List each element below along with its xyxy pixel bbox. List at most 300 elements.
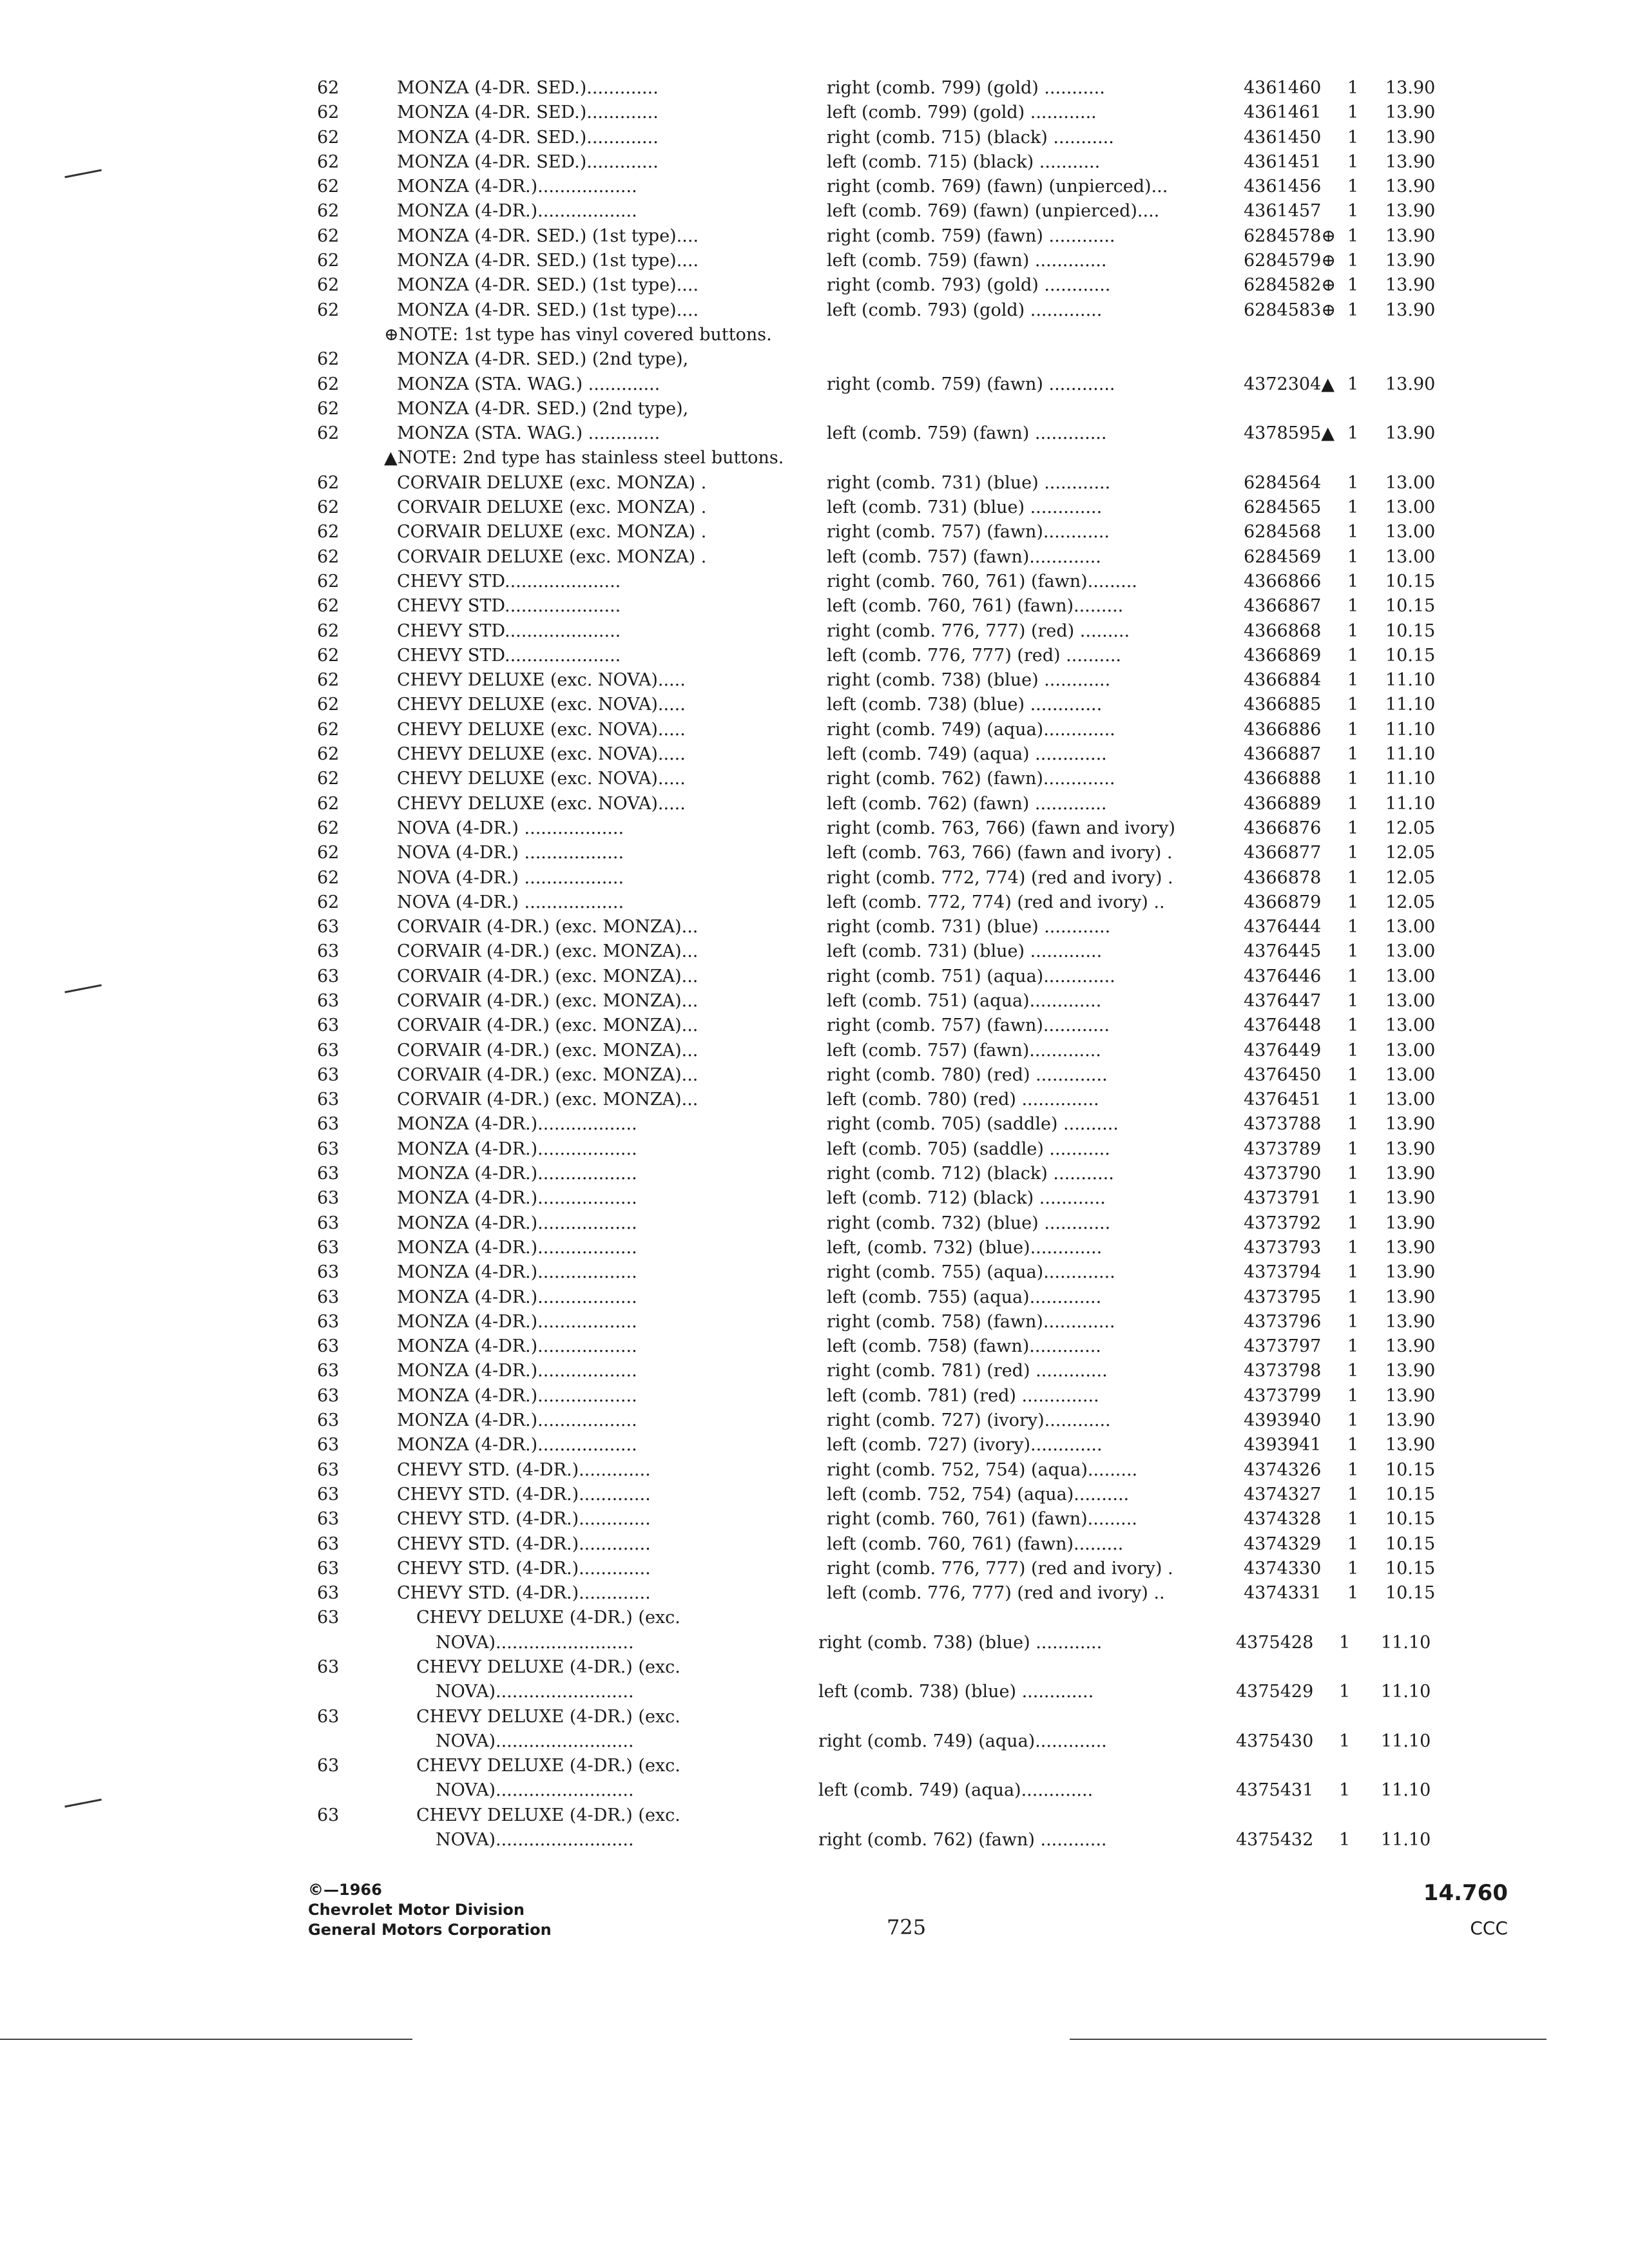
- year-cell: 62: [317, 522, 340, 543]
- quantity-cell: 1: [1347, 1385, 1359, 1406]
- quantity-cell: 1: [1339, 1731, 1351, 1751]
- table-row: [0, 1507, 1629, 1532]
- copyright: ©—1966: [308, 1881, 382, 1899]
- bottom-rule-left: [0, 2039, 412, 2040]
- model-cell: NOVA).........................: [436, 1780, 634, 1801]
- part-number-cell: 4375429: [1236, 1682, 1314, 1702]
- table-row: [0, 1088, 1629, 1112]
- year-cell: 63: [317, 1484, 340, 1504]
- model-cell: CHEVY DELUXE (4-DR.) (exc.: [416, 1756, 680, 1776]
- part-number-cell: 4366878: [1244, 867, 1322, 888]
- description-cell: right (comb. 738) (blue) ............: [818, 1632, 1103, 1653]
- model-cell: MONZA (4-DR.)..................: [397, 1336, 637, 1357]
- year-cell: 62: [317, 374, 340, 394]
- year-cell: 62: [317, 151, 340, 172]
- quantity-cell: 1: [1347, 78, 1359, 98]
- description-cell: right (comb. 731) (blue) ............: [827, 917, 1111, 937]
- quantity-cell: 1: [1339, 1632, 1351, 1653]
- table-row: [0, 1260, 1629, 1285]
- description-cell: left (comb. 772, 774) (red and ivory) ..: [827, 892, 1165, 912]
- description-cell: left (comb. 763, 766) (fawn and ivory) .: [827, 843, 1173, 863]
- part-number-cell: 4374331: [1244, 1583, 1322, 1604]
- year-cell: 62: [317, 251, 340, 271]
- quantity-cell: 1: [1347, 695, 1359, 715]
- description-cell: left (comb. 799) (gold) ............: [827, 102, 1097, 123]
- part-number-cell: 4373789: [1244, 1139, 1322, 1159]
- model-cell: CORVAIR DELUXE (exc. MONZA) .: [397, 472, 707, 493]
- table-row: [0, 742, 1629, 767]
- table-row: [0, 175, 1629, 199]
- part-number-cell: 6284569: [1244, 546, 1322, 567]
- model-cell: CORVAIR (4-DR.) (exc. MONZA)...: [397, 990, 699, 1011]
- model-cell: MONZA (4-DR.)..................: [397, 1114, 637, 1135]
- price-cell: 12.05: [1385, 867, 1436, 888]
- model-cell: CHEVY STD. (4-DR.).............: [397, 1484, 651, 1504]
- table-row: [0, 965, 1629, 989]
- quantity-cell: 1: [1347, 226, 1359, 246]
- table-row-continuation: [0, 1828, 1629, 1852]
- quantity-cell: 1: [1347, 1188, 1359, 1209]
- description-cell: left (comb. 762) (fawn) .............: [827, 793, 1107, 814]
- description-cell: left (comb. 749) (aqua) .............: [827, 744, 1107, 765]
- table-row: [0, 1754, 1629, 1778]
- price-cell: 11.10: [1381, 1780, 1431, 1801]
- table-row: [0, 866, 1629, 890]
- price-cell: 13.00: [1385, 990, 1436, 1011]
- part-number-cell: 4366884: [1244, 670, 1322, 691]
- part-number-cell: 4366885: [1244, 695, 1322, 715]
- description-cell: left (comb. 731) (blue) .............: [827, 497, 1103, 518]
- part-number-cell: 6284583⊕: [1244, 300, 1336, 320]
- model-cell: MONZA (4-DR.)..................: [397, 1287, 637, 1307]
- model-cell: MONZA (4-DR. SED.).............: [397, 78, 659, 98]
- model-cell: MONZA (4-DR. SED.) (1st type)....: [397, 275, 699, 296]
- table-row: [0, 989, 1629, 1014]
- table-row: [0, 1655, 1629, 1680]
- model-cell: CHEVY DELUXE (exc. NOVA).....: [397, 769, 686, 789]
- table-row: [0, 249, 1629, 273]
- year-cell: 63: [317, 1608, 340, 1628]
- year-cell: 62: [317, 423, 340, 444]
- model-cell: MONZA (4-DR. SED.) (1st type)....: [397, 300, 699, 320]
- description-cell: right (comb. 705) (saddle) ..........: [827, 1114, 1119, 1135]
- model-cell: NOVA).........................: [436, 1632, 634, 1653]
- table-row: [0, 1014, 1629, 1038]
- description-cell: left (comb. 757) (fawn).............: [827, 1040, 1101, 1061]
- table-row: [0, 915, 1629, 939]
- year-cell: 63: [317, 941, 340, 962]
- description-cell: right (comb. 751) (aqua).............: [827, 966, 1115, 986]
- quantity-cell: 1: [1339, 1682, 1351, 1702]
- description-cell: right (comb. 757) (fawn)............: [827, 522, 1110, 543]
- year-cell: 62: [317, 867, 340, 888]
- quantity-cell: 1: [1347, 596, 1359, 617]
- year-cell: 62: [317, 645, 340, 666]
- model-cell: MONZA (4-DR.)..................: [397, 1237, 637, 1258]
- part-number-cell: 4373795: [1244, 1287, 1322, 1307]
- part-number-cell: 4376446: [1244, 966, 1322, 986]
- price-cell: 10.15: [1385, 645, 1436, 666]
- price-cell: 10.15: [1385, 1558, 1436, 1579]
- quantity-cell: 1: [1347, 546, 1359, 567]
- description-cell: left (comb. 769) (fawn) (unpierced)....: [827, 201, 1160, 222]
- part-number-cell: 6284578⊕: [1244, 226, 1336, 246]
- table-row: [0, 644, 1629, 668]
- table-row: [0, 1433, 1629, 1457]
- price-cell: 11.10: [1385, 793, 1436, 814]
- model-cell: NOVA (4-DR.) ..................: [397, 843, 624, 863]
- table-row: [0, 421, 1629, 446]
- model-cell: MONZA (4-DR. SED.) (1st type)....: [397, 226, 699, 246]
- model-cell: CORVAIR (4-DR.) (exc. MONZA)...: [397, 966, 699, 986]
- model-cell: MONZA (4-DR. SED.).............: [397, 151, 659, 172]
- description-cell: left (comb. 712) (black) ............: [827, 1188, 1106, 1209]
- part-number-cell: 4376450: [1244, 1064, 1322, 1085]
- part-number-cell: 4376449: [1244, 1040, 1322, 1061]
- table-row: [0, 150, 1629, 175]
- table-row: [0, 1408, 1629, 1433]
- description-cell: right (comb. 757) (fawn)............: [827, 1015, 1110, 1036]
- price-cell: 13.90: [1385, 1385, 1436, 1406]
- section-number: 14.760: [1423, 1880, 1508, 1906]
- year-cell: 63: [317, 1509, 340, 1530]
- quantity-cell: 1: [1347, 472, 1359, 493]
- part-number-cell: 4373793: [1244, 1237, 1322, 1258]
- quantity-cell: 1: [1347, 1435, 1359, 1456]
- year-cell: 62: [317, 102, 340, 123]
- price-cell: 13.00: [1385, 1040, 1436, 1061]
- part-number-cell: 4366886: [1244, 719, 1322, 740]
- price-cell: 13.00: [1385, 522, 1436, 543]
- price-cell: 11.10: [1385, 744, 1436, 765]
- model-cell: CORVAIR DELUXE (exc. MONZA) .: [397, 546, 707, 567]
- quantity-cell: 1: [1347, 1558, 1359, 1579]
- part-number-cell: 4373798: [1244, 1361, 1322, 1381]
- year-cell: 62: [317, 78, 340, 98]
- part-number-cell: 4361461: [1244, 102, 1322, 123]
- year-cell: 63: [317, 1756, 340, 1776]
- price-cell: 13.90: [1385, 201, 1436, 222]
- part-number-cell: 6284579⊕: [1244, 251, 1336, 271]
- description-cell: left (comb. 758) (fawn).............: [827, 1336, 1101, 1357]
- model-cell: MONZA (4-DR. SED.) (2nd type),: [397, 398, 689, 419]
- model-cell: NOVA (4-DR.) ..................: [397, 867, 624, 888]
- model-cell: NOVA (4-DR.) ..................: [397, 892, 624, 912]
- quantity-cell: 1: [1347, 645, 1359, 666]
- part-number-cell: 4376444: [1244, 917, 1322, 937]
- price-cell: 13.90: [1385, 374, 1436, 394]
- table-row-continuation: [0, 1680, 1629, 1704]
- price-cell: 13.90: [1385, 102, 1436, 123]
- model-cell: CORVAIR (4-DR.) (exc. MONZA)...: [397, 917, 699, 937]
- quantity-cell: 1: [1347, 990, 1359, 1011]
- model-cell: CORVAIR (4-DR.) (exc. MONZA)...: [397, 1090, 699, 1110]
- part-number-cell: 4393941: [1244, 1435, 1322, 1456]
- table-row: [0, 126, 1629, 150]
- table-row: [0, 471, 1629, 495]
- part-number-cell: 4372304▲: [1244, 374, 1335, 394]
- description-cell: left (comb. 727) (ivory).............: [827, 1435, 1103, 1456]
- part-number-cell: 4374326: [1244, 1459, 1322, 1480]
- table-row: [0, 273, 1629, 298]
- table-row: [0, 1211, 1629, 1236]
- quantity-cell: 1: [1339, 1780, 1351, 1801]
- quantity-cell: 1: [1347, 670, 1359, 691]
- description-cell: right (comb. 752, 754) (aqua).........: [827, 1459, 1138, 1480]
- quantity-cell: 1: [1347, 1484, 1359, 1504]
- table-row: [0, 693, 1629, 717]
- part-number-cell: 4361460: [1244, 78, 1322, 98]
- description-cell: right (comb. 749) (aqua).............: [827, 719, 1115, 740]
- model-cell: MONZA (4-DR.)..................: [397, 1139, 637, 1159]
- table-row: [0, 718, 1629, 742]
- model-cell: CHEVY STD.....................: [397, 620, 621, 641]
- year-cell: 63: [317, 1385, 340, 1406]
- model-cell: CHEVY STD. (4-DR.).............: [397, 1558, 651, 1579]
- quantity-cell: 1: [1347, 1040, 1359, 1061]
- description-cell: right (comb. 731) (blue) ............: [827, 472, 1111, 493]
- part-number-cell: 4373791: [1244, 1188, 1322, 1209]
- table-row: [0, 1137, 1629, 1162]
- price-cell: 13.90: [1385, 78, 1436, 98]
- description-cell: right (comb. 738) (blue) ............: [827, 670, 1111, 691]
- year-cell: 62: [317, 670, 340, 691]
- table-row: [0, 347, 1629, 372]
- description-cell: right (comb. 762) (fawn) ............: [818, 1830, 1107, 1850]
- description-cell: left (comb. 781) (red) ..............: [827, 1385, 1099, 1406]
- year-cell: 63: [317, 1459, 340, 1480]
- quantity-cell: 1: [1347, 1064, 1359, 1085]
- model-cell: CHEVY DELUXE (exc. NOVA).....: [397, 719, 686, 740]
- model-cell: NOVA).........................: [436, 1731, 634, 1751]
- quantity-cell: 1: [1347, 1114, 1359, 1135]
- price-cell: 10.15: [1385, 571, 1436, 591]
- part-number-cell: 4373794: [1244, 1262, 1322, 1283]
- table-row: [0, 1606, 1629, 1630]
- table-row: [0, 1557, 1629, 1581]
- price-cell: 13.00: [1385, 917, 1436, 937]
- quantity-cell: 1: [1347, 1509, 1359, 1530]
- division-name: Chevrolet Motor Division: [308, 1901, 525, 1919]
- quantity-cell: 1: [1347, 719, 1359, 740]
- price-cell: 13.00: [1385, 1015, 1436, 1036]
- price-cell: 13.90: [1385, 1188, 1436, 1209]
- price-cell: 11.10: [1381, 1731, 1431, 1751]
- part-number-cell: 4373796: [1244, 1311, 1322, 1332]
- year-cell: 62: [317, 275, 340, 296]
- description-cell: left (comb. 793) (gold) .............: [827, 300, 1103, 320]
- quantity-cell: 1: [1347, 1336, 1359, 1357]
- model-cell: CHEVY DELUXE (4-DR.) (exc.: [416, 1608, 680, 1628]
- price-cell: 13.90: [1385, 251, 1436, 271]
- part-number-cell: 4376448: [1244, 1015, 1322, 1036]
- part-number-cell: 6284582⊕: [1244, 275, 1336, 296]
- table-row: [0, 495, 1629, 520]
- description-cell: right (comb. 760, 761) (fawn).........: [827, 1509, 1137, 1530]
- description-cell: right (comb. 780) (red) .............: [827, 1064, 1108, 1085]
- publisher-block: [308, 1880, 552, 1940]
- model-cell: MONZA (4-DR.)..................: [397, 201, 637, 222]
- price-cell: 12.05: [1385, 818, 1436, 838]
- model-cell: CORVAIR (4-DR.) (exc. MONZA)...: [397, 1040, 699, 1061]
- table-row: [0, 1359, 1629, 1383]
- model-cell: MONZA (4-DR.)..................: [397, 1385, 637, 1406]
- model-cell: MONZA (4-DR.)..................: [397, 1410, 637, 1431]
- table-row: [0, 1112, 1629, 1137]
- quantity-cell: 1: [1347, 1164, 1359, 1184]
- quantity-cell: 1: [1347, 1459, 1359, 1480]
- table-row-continuation: [0, 1778, 1629, 1803]
- year-cell: 62: [317, 892, 340, 912]
- description-cell: right (comb. 758) (fawn).............: [827, 1311, 1115, 1332]
- quantity-cell: 1: [1347, 769, 1359, 789]
- description-cell: right (comb. 755) (aqua).............: [827, 1262, 1115, 1283]
- price-cell: 10.15: [1385, 1583, 1436, 1604]
- price-cell: 11.10: [1381, 1682, 1431, 1702]
- description-cell: right (comb. 760, 761) (fawn).........: [827, 571, 1137, 591]
- model-cell: NOVA).........................: [436, 1682, 634, 1702]
- part-number-cell: 4374330: [1244, 1558, 1322, 1579]
- quantity-cell: 1: [1347, 1262, 1359, 1283]
- part-number-cell: 4373790: [1244, 1164, 1322, 1184]
- year-cell: 63: [317, 1657, 340, 1677]
- model-cell: CHEVY STD. (4-DR.).............: [397, 1459, 651, 1480]
- price-cell: 13.90: [1385, 423, 1436, 444]
- corporation-name: General Motors Corporation: [308, 1921, 552, 1939]
- price-cell: 13.90: [1385, 1114, 1436, 1135]
- year-cell: 63: [317, 1040, 340, 1061]
- model-cell: MONZA (4-DR.)..................: [397, 1213, 637, 1233]
- table-row-continuation: [0, 1729, 1629, 1754]
- price-cell: 12.05: [1385, 892, 1436, 912]
- year-cell: 62: [317, 843, 340, 863]
- description-cell: right (comb. 732) (blue) ............: [827, 1213, 1111, 1233]
- quantity-cell: 1: [1347, 1410, 1359, 1431]
- price-cell: 13.90: [1385, 1237, 1436, 1258]
- price-cell: 10.15: [1385, 1484, 1436, 1504]
- description-cell: left (comb. 776, 777) (red) ..........: [827, 645, 1121, 666]
- price-cell: 10.15: [1385, 596, 1436, 617]
- year-cell: 62: [317, 201, 340, 222]
- model-cell: CORVAIR (4-DR.) (exc. MONZA)...: [397, 1064, 699, 1085]
- year-cell: 63: [317, 1262, 340, 1283]
- table-row: [0, 1705, 1629, 1729]
- table-row: [0, 1334, 1629, 1359]
- parts-list: [0, 76, 1629, 1852]
- table-row: [0, 1384, 1629, 1408]
- model-cell: NOVA).........................: [436, 1830, 634, 1850]
- year-cell: 63: [317, 1706, 340, 1727]
- year-cell: 62: [317, 695, 340, 715]
- table-note: [0, 323, 1629, 347]
- table-row: [0, 101, 1629, 125]
- model-cell: CHEVY DELUXE (exc. NOVA).....: [397, 670, 686, 691]
- page-number: 725: [887, 1915, 927, 1939]
- table-row: [0, 890, 1629, 915]
- quantity-cell: 1: [1347, 1015, 1359, 1036]
- part-number-cell: 4366889: [1244, 793, 1322, 814]
- year-cell: 62: [317, 472, 340, 493]
- price-cell: 13.00: [1385, 966, 1436, 986]
- description-cell: left (comb. 760, 761) (fawn).........: [827, 596, 1124, 617]
- price-cell: 13.90: [1385, 1361, 1436, 1381]
- model-cell: CHEVY STD. (4-DR.).............: [397, 1509, 651, 1530]
- part-number-cell: 4375428: [1236, 1632, 1314, 1653]
- year-cell: 63: [317, 1015, 340, 1036]
- description-cell: right (comb. 715) (black) ...........: [827, 127, 1114, 148]
- quantity-cell: 1: [1347, 966, 1359, 986]
- table-row: [0, 792, 1629, 816]
- year-cell: 62: [317, 596, 340, 617]
- part-number-cell: 4376445: [1244, 941, 1322, 962]
- year-cell: 62: [317, 127, 340, 148]
- year-cell: 62: [317, 769, 340, 789]
- description-cell: right (comb. 769) (fawn) (unpierced)...: [827, 177, 1168, 197]
- quantity-cell: 1: [1347, 620, 1359, 641]
- table-row: [0, 668, 1629, 693]
- description-cell: left (comb. 759) (fawn) .............: [827, 251, 1107, 271]
- year-cell: 62: [317, 177, 340, 197]
- year-cell: 63: [317, 1583, 340, 1604]
- price-cell: 10.15: [1385, 1459, 1436, 1480]
- description-cell: left (comb. 752, 754) (aqua)..........: [827, 1484, 1130, 1504]
- year-cell: 63: [317, 1410, 340, 1431]
- part-number-cell: 4366879: [1244, 892, 1322, 912]
- part-number-cell: 4376451: [1244, 1090, 1322, 1110]
- quantity-cell: 1: [1347, 151, 1359, 172]
- table-row: [0, 545, 1629, 570]
- table-row: [0, 570, 1629, 594]
- quantity-cell: 1: [1347, 843, 1359, 863]
- model-cell: CORVAIR DELUXE (exc. MONZA) .: [397, 522, 707, 543]
- table-row: [0, 939, 1629, 964]
- part-number-cell: 4361456: [1244, 177, 1322, 197]
- quantity-cell: 1: [1347, 571, 1359, 591]
- table-row: [0, 1483, 1629, 1507]
- table-row: [0, 1186, 1629, 1211]
- description-cell: right (comb. 712) (black) ...........: [827, 1164, 1114, 1184]
- price-cell: 11.10: [1385, 695, 1436, 715]
- description-cell: right (comb. 781) (red) .............: [827, 1361, 1108, 1381]
- model-cell: MONZA (4-DR.)..................: [397, 1361, 637, 1381]
- quantity-cell: 1: [1347, 1361, 1359, 1381]
- price-cell: 13.90: [1385, 151, 1436, 172]
- quantity-cell: 1: [1347, 201, 1359, 222]
- description-cell: right (comb. 776, 777) (red) .........: [827, 620, 1130, 641]
- description-cell: left (comb. 738) (blue) .............: [818, 1682, 1094, 1702]
- quantity-cell: 1: [1347, 177, 1359, 197]
- price-cell: 13.90: [1385, 127, 1436, 148]
- price-cell: 13.90: [1385, 177, 1436, 197]
- quantity-cell: 1: [1347, 917, 1359, 937]
- price-cell: 13.90: [1385, 1262, 1436, 1283]
- part-number-cell: 4393940: [1244, 1410, 1322, 1431]
- model-cell: CHEVY STD.....................: [397, 645, 621, 666]
- price-cell: 13.90: [1385, 226, 1436, 246]
- model-cell: MONZA (4-DR. SED.).............: [397, 127, 659, 148]
- quantity-cell: 1: [1347, 1583, 1359, 1604]
- quantity-cell: 1: [1347, 1237, 1359, 1258]
- price-cell: 13.00: [1385, 497, 1436, 518]
- price-cell: 10.15: [1385, 1533, 1436, 1554]
- bottom-rule-right: [1070, 2039, 1547, 2040]
- model-cell: MONZA (4-DR.)..................: [397, 1435, 637, 1456]
- price-cell: 13.00: [1385, 1064, 1436, 1085]
- price-cell: 13.90: [1385, 1213, 1436, 1233]
- model-cell: CHEVY STD.....................: [397, 596, 621, 617]
- quantity-cell: 1: [1347, 1533, 1359, 1554]
- part-number-cell: 4366876: [1244, 818, 1322, 838]
